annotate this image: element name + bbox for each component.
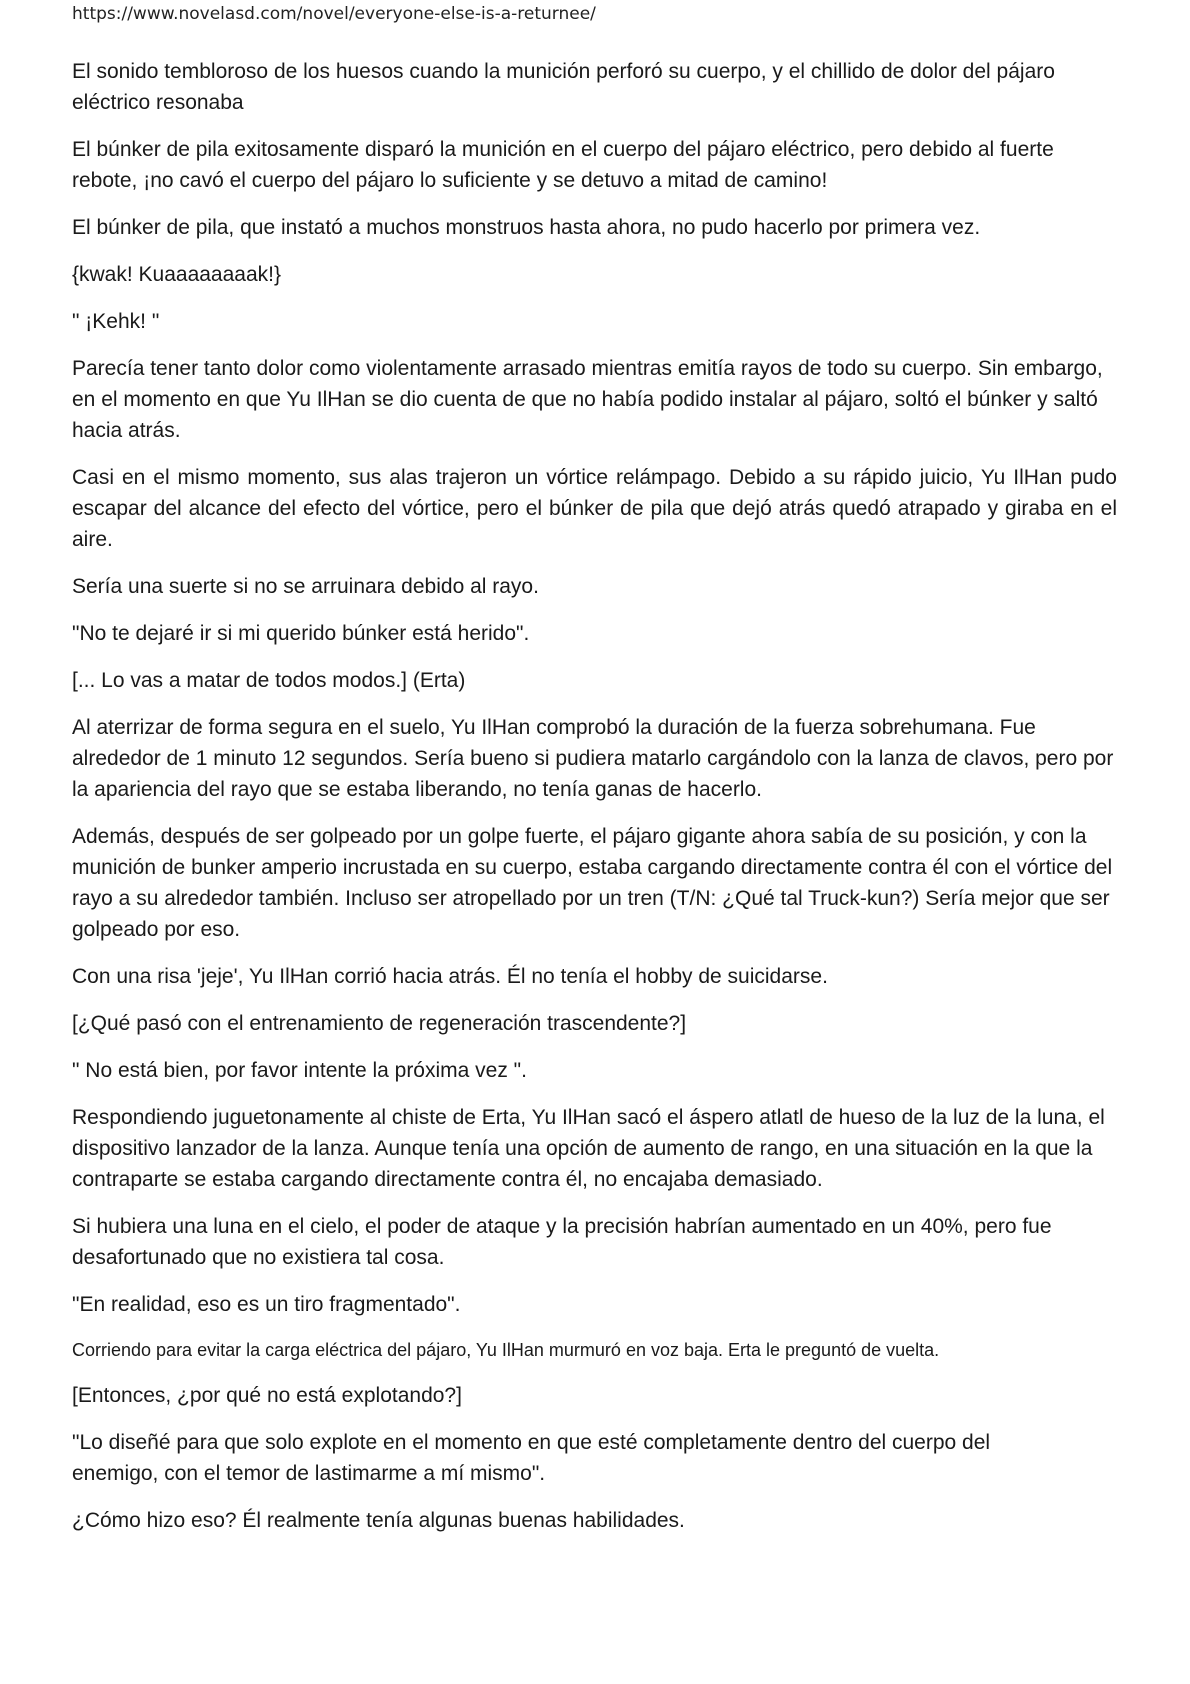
document-body (72, 56, 1117, 1552)
paragraph: Al aterrizar de forma segura en el suelo, Yu IlHan comprobó la duración de la fuerza sobrehumana. Fue alrededor de 1 minuto 12 segundos. Sería bueno si pudiera matarlo cargándolo con la lanza de clavos, pero por la apariencia del rayo que se estaba liberando, no tenía ganas de hacerlo. (72, 716, 1114, 801)
paragraph: Parecía tener tanto dolor como violentamente arrasado mientras emitía rayos de todo su cuerpo. Sin embargo, en el momento en que Yu IlHan se dio cuenta de que no había podido instalar al pájaro, soltó el búnker y saltó hacia atrás. (72, 357, 1103, 442)
paragraph: "Lo diseñé para que solo explote en el momento en que esté completamente dentro del cuerpo del enemigo, con el temor de lastimarme a mí mismo". (72, 1431, 991, 1485)
paragraph: ¿Cómo hizo eso? Él realmente tenía algunas buenas habilidades. (72, 1509, 685, 1532)
paragraph: El búnker de pila, que instató a muchos monstruos hasta ahora, no pudo hacerlo por primera vez. (72, 216, 981, 239)
page-url: https://www.novelasd.com/novel/everyone-else-is-a-returnee/ (72, 4, 596, 24)
paragraph: Con una risa 'jeje', Yu IlHan corrió hacia atrás. Él no tenía el hobby de suicidarse. (72, 965, 828, 988)
paragraph: Respondiendo juguetonamente al chiste de Erta, Yu IlHan sacó el áspero atlatl de hueso de la luz de la luna, el dispositivo lanzador de la lanza. Aunque tenía una opción de aumento de rango, en una situación en la que la contraparte se estaba cargando directamente contra él, no encajaba demasiado. (72, 1106, 1105, 1191)
paragraph: Sería una suerte si no se arruinara debido al rayo. (72, 575, 539, 598)
paragraph: "En realidad, eso es un tiro fragmentado". (72, 1293, 461, 1316)
paragraph: Casi en el mismo momento, sus alas trajeron un vórtice relámpago. Debido a su rápido juicio, Yu IlHan pudo escapar del alcance del efecto del vórtice, pero el búnker de pila que dejó atrás quedó atrapado y giraba en el aire. (72, 466, 1117, 551)
paragraph: {kwak! Kuaaaaaaaak!} (72, 263, 281, 286)
paragraph: " No está bien, por favor intente la próxima vez ". (72, 1059, 527, 1082)
paragraph: Además, después de ser golpeado por un golpe fuerte, el pájaro gigante ahora sabía de su posición, y con la munición de bunker amperio incrustada en su cuerpo, estaba cargando directamente contra él con el vórtice del rayo a su alrededor también. Incluso ser atropellado por un tren (T/N: ¿Qué tal Truck-kun?) Sería mejor que ser golpeado por eso. (72, 825, 1113, 941)
paragraph: [... Lo vas a matar de todos modos.] (Erta) (72, 669, 466, 692)
paragraph: Si hubiera una luna en el cielo, el poder de ataque y la precisión habrían aumentado en un 40%, pero fue desafortunado que no existiera tal cosa. (72, 1215, 1052, 1269)
paragraph-small: Corriendo para evitar la carga eléctrica del pájaro, Yu IlHan murmuró en voz baja. Erta le preguntó de vuelta. (72, 1340, 940, 1360)
paragraph: El sonido tembloroso de los huesos cuando la munición perforó su cuerpo, y el chillido de dolor del pájaro eléctrico resonaba (72, 60, 1055, 114)
paragraph: " ¡Kehk! " (72, 310, 160, 333)
paragraph: "No te dejaré ir si mi querido búnker está herido". (72, 622, 530, 645)
paragraph: [¿Qué pasó con el entrenamiento de regeneración trascendente?] (72, 1012, 687, 1035)
paragraph: [Entonces, ¿por qué no está explotando?] (72, 1384, 462, 1407)
paragraph: El búnker de pila exitosamente disparó la munición en el cuerpo del pájaro eléctrico, pero debido al fuerte rebote, ¡no cavó el cuerpo del pájaro lo suficiente y se detuvo a mitad de camino! (72, 138, 1054, 192)
